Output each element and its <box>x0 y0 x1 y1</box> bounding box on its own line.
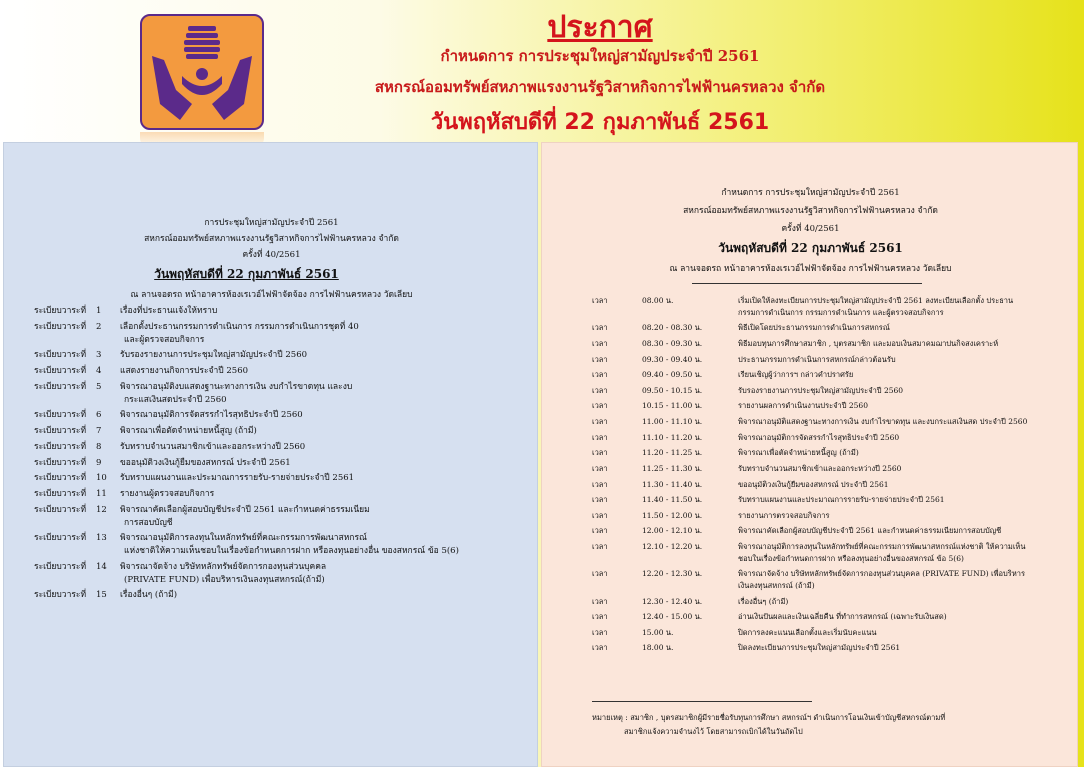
agenda-item <box>34 561 524 587</box>
schedule-item-text: พิจารณาคัดเลือกผู้สอบบัญชีประจำปี 2561 และกำหนดค่าธรรมเนียมการสอบบัญชี <box>738 526 1002 536</box>
schedule-list <box>592 295 1032 658</box>
schedule-item-text: ปิดลงทะเบียนการประชุมใหญ่สามัญประจำปี 2561 <box>738 643 901 653</box>
agenda-item-text-main: พิจารณาคัดเลือกผู้สอบบัญชีประจำปี 2561 และกำหนดค่าธรรมเนียม <box>120 504 370 515</box>
schedule-item-time: 12.10 - 12.20 น. <box>642 542 703 551</box>
agenda-item-label: ระเบียบวาระที่ <box>34 350 87 361</box>
agenda-item-label: ระเบียบวาระที่ <box>34 561 87 572</box>
agenda-item <box>34 589 524 602</box>
agenda-item-text-main: เลือกตั้งประธานกรรมการดำเนินการ กรรมการดำเนินการชุดที่ 40 <box>120 321 359 332</box>
agenda-item-text-main: รับทราบแผนงานและประมาณการรายรับ-รายจ่ายประจำปี 2561 <box>120 473 355 484</box>
agenda-item-label: ระเบียบวาระที่ <box>34 457 87 468</box>
agenda-item-text-main: เรื่องอื่นๆ (ถ้ามี) <box>120 590 178 601</box>
schedule-item-text: พิจารณาอนุมัติการจัดสรรกำไรสุทธิประจำปี 2560 <box>738 432 900 442</box>
agenda-item-number: 7 <box>96 426 102 436</box>
schedule-item-text: อ่านเงินปันผลและเงินเฉลี่ยคืน ที่ทำการสหกรณ์ (เฉพาะรับเงินสด) <box>738 612 947 622</box>
schedule-item-text: เริ่มเปิดให้ลงทะเบียนการประชุมใหญ่สามัญประจำปี 2561 ลงทะเบียนเลือกตั้ง ประธานกรรมการดำเนินการ กรรมการดำเนินการ และผู้ตรวจสอบกิจการ <box>738 296 1014 317</box>
agenda-item-number: 13 <box>96 533 107 544</box>
agenda-item <box>34 504 524 530</box>
agenda-meeting-title: การประชุมใหญ่สามัญประจำปี 2561 <box>204 218 339 228</box>
agenda-item <box>34 457 524 470</box>
schedule-item <box>592 416 1032 428</box>
schedule-meeting-title: กำหนดการ การประชุมใหญ่สามัญประจำปี 2561 <box>721 188 900 198</box>
schedule-item <box>592 541 1032 564</box>
schedule-item <box>592 295 1032 318</box>
schedule-item <box>592 322 1032 334</box>
schedule-item-label: เวลา <box>592 612 608 622</box>
schedule-item-text: พิจารณาเพื่อตัดจำหน่ายหนี้สูญ (ถ้ามี) <box>738 448 859 458</box>
agenda-item-number: 6 <box>96 410 102 421</box>
agenda-item-text <box>120 504 524 530</box>
agenda-item-label: ระเบียบวาระที่ <box>34 381 87 392</box>
schedule-item-label: เวลา <box>592 479 608 489</box>
schedule-item-time: 12.00 - 12.10 น. <box>642 526 703 536</box>
schedule-item <box>592 338 1032 350</box>
schedule-item-label: เวลา <box>592 510 608 520</box>
agenda-item-number: 14 <box>96 561 107 572</box>
schedule-item-text: รับทราบจำนวนสมาชิกเข้าและออกระหว่างปี 2560 <box>738 463 902 473</box>
schedule-item-time: 11.10 - 11.20 น. <box>642 432 703 442</box>
schedule-item-text: รายงานการตรวจสอบกิจการ <box>738 510 830 520</box>
schedule-item-label: เวลา <box>592 448 608 458</box>
schedule-item-time: 08.00 น. <box>642 296 674 305</box>
agenda-item <box>34 349 524 362</box>
agenda-item-number: 2 <box>96 321 102 332</box>
schedule-item-time: 09.50 - 10.15 น. <box>642 385 703 395</box>
schedule-item <box>592 510 1032 522</box>
schedule-item-text: ปิดการลงคะแนนเลือกตั้งและเริ่มนับคะแนน <box>738 627 877 637</box>
agenda-item <box>34 532 524 558</box>
agenda-item-text <box>120 409 524 422</box>
agenda-date: วันพฤหัสบดีที่ 22 กุมภาพันธ์ 2561 <box>154 267 339 281</box>
schedule-session-number: ครั้งที่ 40/2561 <box>781 224 840 234</box>
schedule-item-label: เวลา <box>592 526 608 536</box>
agenda-item-text <box>120 532 524 558</box>
schedule-item-label: เวลา <box>592 643 608 653</box>
announcement-subtitle: กำหนดการ การประชุมใหญ่สามัญประจำปี 2561 <box>440 47 760 65</box>
schedule-item-label: เวลา <box>592 323 608 333</box>
agenda-item-text-main: พิจารณาอนุมัติการจัดสรรกำไรสุทธิประจำปี 2560 <box>120 410 303 421</box>
agenda-item-text <box>120 365 524 378</box>
schedule-item-text: พิธีมอบทุนการศึกษาสมาชิก , บุตรสมาชิก และมอบเงินสมาคมฌาปนกิจสงเคราะห์ <box>738 338 999 348</box>
schedule-item-time: 11.00 - 11.10 น. <box>642 417 703 426</box>
agenda-item-number: 1 <box>96 306 102 316</box>
agenda-item <box>34 425 524 438</box>
schedule-item-text: รับทราบแผนงานและประมาณการรายรับ-รายจ่ายประจำปี 2561 <box>738 495 945 505</box>
schedule-item-text: พิจารณาอนุมัติการลงทุนในหลักทรัพย์ที่คณะกรรมการพัฒนาสหกรณ์แห่งชาติ ให้ความเห็นชอบในเรื่องข้อกำหนดการฝาก หรือลงทุนอย่างอื่นของสหกรณ์ ข้อ 5(6) <box>738 542 1026 563</box>
agenda-item-text <box>120 305 524 318</box>
schedule-header-divider <box>692 283 922 284</box>
schedule-item-label: เวลา <box>592 296 608 305</box>
agenda-item-label: ระเบียบวาระที่ <box>34 321 87 332</box>
hands-coins-emblem-icon <box>142 16 262 128</box>
agenda-item <box>34 305 524 318</box>
agenda-item <box>34 381 524 407</box>
agenda-venue: ณ ลานจอดรถ หน้าอาคารห้องเรเวอ์ไฟฟ้าจัดจ้อง การไฟฟ้านครหลวง วัดเลียบ <box>130 290 413 300</box>
schedule-cooperative-name: สหกรณ์ออมทรัพย์สหภาพแรงงานรัฐวิสาหกิจการไฟฟ้านครหลวง จำกัด <box>683 206 938 216</box>
schedule-note <box>592 711 1032 740</box>
agenda-list <box>34 305 524 605</box>
schedule-item-time: 11.30 - 11.40 น. <box>642 479 703 489</box>
schedule-item-label: เวลา <box>592 432 608 442</box>
schedule-item-label: เวลา <box>592 569 608 579</box>
agenda-item-text-cont: และผู้ตรวจสอบกิจการ <box>124 334 205 345</box>
schedule-item-time: 09.40 - 09.50 น. <box>642 370 703 380</box>
agenda-cooperative-name: สหกรณ์ออมทรัพย์สหภาพแรงงานรัฐวิสาหกิจการไฟฟ้านครหลวง จำกัด <box>144 234 399 244</box>
schedule-item-text: เรียนเชิญผู้ว่าการฯ กล่าวคำปราศรัย <box>738 370 854 380</box>
schedule-item <box>592 369 1032 381</box>
schedule-item-text: พิธีเปิดโดยประธานกรรมการดำเนินการสหกรณ์ <box>738 323 890 333</box>
agenda-item-text <box>120 349 524 362</box>
agenda-item-text-cont: การสอบบัญชี <box>124 517 173 528</box>
schedule-item-label: เวลา <box>592 401 608 411</box>
schedule-item <box>592 432 1032 444</box>
agenda-item-text <box>120 457 524 470</box>
schedule-item-time: 11.50 - 12.00 น. <box>642 510 703 520</box>
schedule-item-label: เวลา <box>592 338 608 348</box>
schedule-item <box>592 447 1032 459</box>
schedule-footer-divider <box>592 701 812 702</box>
schedule-item-text: ประธานกรรมการดำเนินการสหกรณ์กล่าวต้อนรับ <box>738 354 896 364</box>
agenda-item-number: 3 <box>96 350 102 361</box>
agenda-item-text <box>120 589 524 602</box>
agenda-item-label: ระเบียบวาระที่ <box>34 590 87 601</box>
agenda-item <box>34 365 524 378</box>
schedule-item-text: เรื่องอื่นๆ (ถ้ามี) <box>738 596 789 606</box>
schedule-item <box>592 627 1032 639</box>
schedule-item-label: เวลา <box>592 463 608 473</box>
schedule-item-text: พิจารณาอนุมัติแสดงฐานะทางการเงิน งบกำไรขาดทุน และงบกระแสเงินสด ประจำปี 2560 <box>738 417 1028 426</box>
schedule-item-time: 18.00 น. <box>642 643 674 653</box>
agenda-item-number: 9 <box>96 457 102 468</box>
schedule-item-text: ขออนุมัติวงเงินกู้ยืมของสหกรณ์ ประจำปี 2561 <box>738 479 889 489</box>
schedule-item-time: 11.25 - 11.30 น. <box>642 463 703 473</box>
agenda-item-text-cont: กระแสเงินสดประจำปี 2560 <box>124 394 227 405</box>
schedule-item-label: เวลา <box>592 385 608 395</box>
schedule-item-text: รายงานผลการดำเนินงานประจำปี 2560 <box>738 401 868 411</box>
schedule-date: วันพฤหัสบดีที่ 22 กุมภาพันธ์ 2561 <box>718 241 903 255</box>
agenda-item-label: ระเบียบวาระที่ <box>34 533 87 544</box>
schedule-item-time: 08.30 - 09.30 น. <box>642 338 703 348</box>
agenda-item-text <box>120 488 524 501</box>
agenda-item-label: ระเบียบวาระที่ <box>34 366 87 376</box>
agenda-item-label: ระเบียบวาระที่ <box>34 489 87 499</box>
agenda-item-number: 12 <box>96 504 107 515</box>
schedule-item-time: 11.40 - 11.50 น. <box>642 495 703 505</box>
schedule-item-time: 11.20 - 11.25 น. <box>642 448 703 458</box>
schedule-item-text: พิจารณาจัดจ้าง บริษัทหลักทรัพย์จัดการกองทุนส่วนบุคคล (PRIVATE FUND) เพื่อบริหารเงินลงทุนสหกรณ์ (ถ้ามี) <box>738 569 1025 590</box>
agenda-item-label: ระเบียบวาระที่ <box>34 426 87 436</box>
agenda-item-text-main: รับรองรายงานการประชุมใหญ่สามัญประจำปี 2560 <box>120 350 308 361</box>
agenda-item-label: ระเบียบวาระที่ <box>34 410 87 421</box>
schedule-item-label: เวลา <box>592 627 608 637</box>
schedule-item-time: 09.30 - 09.40 น. <box>642 354 703 364</box>
agenda-item-text-main: พิจารณาเพื่อตัดจำหน่ายหนี้สูญ (ถ้ามี) <box>120 426 257 436</box>
schedule-item-label: เวลา <box>592 542 608 551</box>
schedule-item-time: 15.00 น. <box>642 627 674 637</box>
schedule-item-time: 12.20 - 12.30 น. <box>642 569 703 579</box>
schedule-item-label: เวลา <box>592 596 608 606</box>
schedule-item-time: 12.30 - 12.40 น. <box>642 596 703 606</box>
schedule-item <box>592 596 1032 608</box>
schedule-item <box>592 479 1032 491</box>
agenda-item-text-main: รับทราบจำนวนสมาชิกเข้าและออกระหว่างปี 2560 <box>120 441 306 452</box>
agenda-item-text <box>120 381 524 407</box>
schedule-item <box>592 400 1032 412</box>
schedule-item <box>592 463 1032 475</box>
note-line-2: สมาชิกแจ้งความจำนงไว้ โดยสามารถเบิกได้ในวันถัดไป <box>624 727 803 737</box>
agenda-item-text <box>120 321 524 347</box>
agenda-item <box>34 488 524 501</box>
note-label: หมายเหตุ : <box>592 713 628 722</box>
agenda-item-number: 4 <box>96 366 102 376</box>
schedule-item <box>592 354 1032 366</box>
agenda-item-text-main: พิจารณาจัดจ้าง บริษัทหลักทรัพย์จัดการกองทุนส่วนบุคคล <box>120 561 327 572</box>
agenda-item-number: 15 <box>96 590 107 601</box>
agenda-item <box>34 409 524 422</box>
schedule-item <box>592 385 1032 397</box>
meeting-date: วันพฤหัสบดีที่ 22 กุมภาพันธ์ 2561 <box>430 110 770 135</box>
agenda-item-text <box>120 441 524 454</box>
schedule-item <box>592 642 1032 654</box>
schedule-item-time: 10.15 - 11.00 น. <box>642 401 703 411</box>
note-line-1: สมาชิก , บุตรสมาชิกผู้มีรายชื่อรับทุนการศึกษา สหกรณ์ฯ ดำเนินการโอนเงินเข้าบัญชีสหกรณ์ตามที่ <box>630 713 946 722</box>
agenda-item-number: 10 <box>96 473 107 484</box>
agenda-item-text-main: พิจารณาอนุมัติการลงทุนในหลักทรัพย์ที่คณะกรรมการพัฒนาสหกรณ์ <box>120 533 367 544</box>
agenda-item-label: ระเบียบวาระที่ <box>34 306 87 316</box>
schedule-item-time: 08.20 - 08.30 น. <box>642 323 703 333</box>
agenda-item-text-cont: (PRIVATE FUND) เพื่อบริหารเงินลงทุนสหกรณ์(ถ้ามี) <box>124 574 325 585</box>
agenda-item-text-main: พิจารณาอนุมัติงบแสดงฐานะทางการเงิน งบกำไรขาดทุน และงบ <box>120 381 353 392</box>
agenda-item-text-main: เรื่องที่ประธานแจ้งให้ทราบ <box>120 306 218 316</box>
agenda-panel <box>3 142 538 767</box>
agenda-item-label: ระเบียบวาระที่ <box>34 504 87 515</box>
agenda-item-text-main: แสดงรายงานกิจการประจำปี 2560 <box>120 366 249 376</box>
schedule-panel <box>541 142 1078 767</box>
schedule-item-label: เวลา <box>592 417 608 426</box>
agenda-session-number: ครั้งที่ 40/2561 <box>242 250 301 260</box>
schedule-item <box>592 611 1032 623</box>
agenda-item-text-cont: แห่งชาติให้ความเห็นชอบในเรื่องข้อกำหนดการฝาก หรือลงทุนอย่างอื่น ของสหกรณ์ ข้อ 5(6) <box>124 546 459 556</box>
agenda-item-text-main: ขออนุมัติวงเงินกู้ยืมของสหกรณ์ ประจำปี 2561 <box>120 457 291 468</box>
schedule-item <box>592 525 1032 537</box>
agenda-item-number: 8 <box>96 441 102 452</box>
cooperative-name: สหกรณ์ออมทรัพย์สหภาพแรงงานรัฐวิสาหกิจการไฟฟ้านครหลวง จำกัด <box>374 78 826 96</box>
agenda-item-number: 5 <box>96 381 102 392</box>
agenda-item <box>34 441 524 454</box>
agenda-item-label: ระเบียบวาระที่ <box>34 441 87 452</box>
agenda-item-text <box>120 472 524 485</box>
schedule-item-label: เวลา <box>592 495 608 505</box>
schedule-item-label: เวลา <box>592 354 608 364</box>
schedule-venue: ณ ลานจอดรถ หน้าอาคารห้องเรเวอ์ไฟฟ้าจัดจ้อง การไฟฟ้านครหลวง วัดเลียบ <box>669 264 952 274</box>
schedule-item-text: รับรองรายงานการประชุมใหญ่สามัญประจำปี 2560 <box>738 385 904 395</box>
agenda-item-label: ระเบียบวาระที่ <box>34 473 87 484</box>
schedule-item <box>592 568 1032 591</box>
agenda-item <box>34 321 524 347</box>
agenda-item-number: 11 <box>96 489 107 499</box>
announcement-title: ประกาศ <box>547 10 653 45</box>
agenda-item <box>34 472 524 485</box>
schedule-item-label: เวลา <box>592 370 608 380</box>
schedule-item <box>592 494 1032 506</box>
schedule-item-time: 12.40 - 15.00 น. <box>642 612 703 622</box>
agenda-item-text <box>120 561 524 587</box>
agenda-item-text-main: รายงานผู้ตรวจสอบกิจการ <box>120 489 215 499</box>
cooperative-logo <box>140 14 264 130</box>
agenda-item-text <box>120 425 524 438</box>
